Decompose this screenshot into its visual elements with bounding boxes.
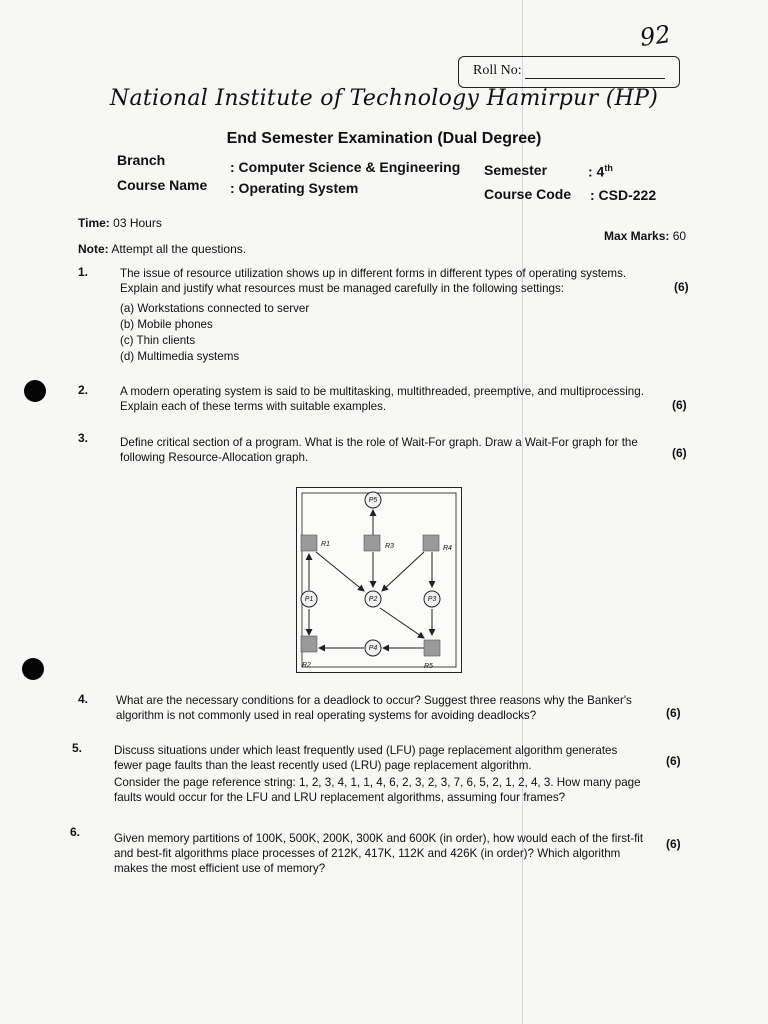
roll-number-label: Roll No: bbox=[473, 63, 522, 78]
question-text: The issue of resource utilization shows up in different forms in different types of operating systems. Explain and justify what resources must be managed carefully in the following settings: bbox=[120, 267, 627, 295]
course-name-label: Course Name bbox=[117, 177, 208, 193]
course-code-label: Course Code bbox=[484, 186, 572, 202]
question-option: (b) Mobile phones bbox=[120, 318, 213, 331]
course-name-value: : Operating System bbox=[230, 180, 359, 196]
process-label-p5: P5 bbox=[368, 496, 378, 504]
process-label-p2: P2 bbox=[368, 595, 378, 603]
resource-label-r4: R4 bbox=[443, 545, 452, 552]
semester-number: : 4 bbox=[588, 163, 605, 180]
question-number: 1. bbox=[78, 265, 89, 279]
question-number: 5. bbox=[72, 741, 83, 755]
course-code-value: : CSD-222 bbox=[590, 187, 657, 203]
process-label-p1: P1 bbox=[304, 595, 314, 603]
resource-node-r5 bbox=[424, 640, 440, 656]
question-marks: (6) bbox=[666, 837, 681, 851]
resource-node-r3 bbox=[364, 535, 380, 551]
handwritten-mark: 92 bbox=[638, 20, 673, 52]
process-label-p4: P4 bbox=[368, 644, 378, 652]
resource-node-r4 bbox=[423, 535, 439, 551]
question-text: Given memory partitions of 100K, 500K, 200K, 300K and 600K (in order), how would each of the first-fit and best-fit algorithms place processes of 212K, 417K, 112K and 426K (in order)? Which algorithm makes the most efficient use of memory? bbox=[114, 832, 644, 875]
question-option: (a) Workstations connected to server bbox=[120, 302, 310, 315]
question-marks: (6) bbox=[672, 446, 687, 460]
resource-label-r3: R3 bbox=[385, 543, 394, 550]
max-marks-label: Max Marks: bbox=[604, 229, 670, 243]
exam-title: End Semester Examination (Dual Degree) bbox=[226, 130, 542, 147]
branch-label: Branch bbox=[117, 152, 166, 168]
process-label-p3: P3 bbox=[427, 595, 437, 603]
max-marks-row bbox=[604, 229, 686, 243]
question-marks: (6) bbox=[672, 398, 687, 412]
resource-node-r2 bbox=[301, 636, 317, 652]
question-text: Discuss situations under which least frequently used (LFU) page replacement algorithm generates fewer page faults than the least recently used (LRU) page replacement algorithm. bbox=[114, 744, 618, 772]
resource-node-r1 bbox=[301, 535, 317, 551]
note-value: Attempt all the questions. bbox=[111, 242, 247, 256]
resource-label-r2: R2 bbox=[302, 662, 311, 669]
question-marks: (6) bbox=[666, 706, 681, 720]
semester-suffix: th bbox=[604, 163, 613, 173]
time-row bbox=[78, 216, 162, 230]
resource-allocation-graph bbox=[296, 487, 462, 673]
punch-hole bbox=[22, 658, 44, 680]
question-text-continued: Consider the page reference string: 1, 2, 3, 4, 1, 1, 4, 6, 2, 3, 2, 3, 7, 6, 5, 2, 1, 2, 4, 3. How many page faults would occur for the LFU and LRU replacement algorithms, assuming four frames? bbox=[114, 776, 641, 804]
question-text: Define critical section of a program. What is the role of Wait-For graph. Draw a Wait-For graph for the following Resource-Allocation graph. bbox=[120, 436, 638, 464]
question-number: 3. bbox=[78, 431, 89, 445]
note-row bbox=[78, 242, 246, 256]
question-text: What are the necessary conditions for a deadlock to occur? Suggest three reasons why the Banker's algorithm is not commonly used in real operating systems for avoiding deadlocks? bbox=[116, 694, 632, 722]
resource-label-r1: R1 bbox=[321, 541, 330, 548]
time-label: Time: bbox=[78, 216, 110, 230]
question-number: 4. bbox=[78, 692, 89, 706]
question-option: (d) Multimedia systems bbox=[120, 350, 240, 363]
roll-number-field bbox=[525, 78, 665, 79]
time-value: 03 Hours bbox=[113, 216, 162, 230]
question-text: A modern operating system is said to be multitasking, multithreaded, preemptive, and multiprocessing. Explain each of these terms with suitable examples. bbox=[120, 385, 644, 413]
institute-title: National Institute of Technology Hamirpur (HP) bbox=[109, 86, 659, 111]
punch-hole bbox=[24, 380, 46, 402]
question-number: 6. bbox=[70, 825, 81, 839]
semester-label: Semester bbox=[484, 162, 548, 178]
note-label: Note: bbox=[78, 242, 109, 256]
question-marks: (6) bbox=[666, 754, 681, 768]
roll-number-box bbox=[458, 56, 680, 88]
resource-label-r5: R5 bbox=[424, 663, 433, 670]
semester-value bbox=[588, 163, 613, 180]
question-marks: (6) bbox=[674, 280, 689, 294]
question-option: (c) Thin clients bbox=[120, 334, 196, 347]
branch-value: : Computer Science & Engineering bbox=[230, 159, 461, 175]
question-number: 2. bbox=[78, 383, 89, 397]
max-marks-value: 60 bbox=[672, 229, 687, 243]
